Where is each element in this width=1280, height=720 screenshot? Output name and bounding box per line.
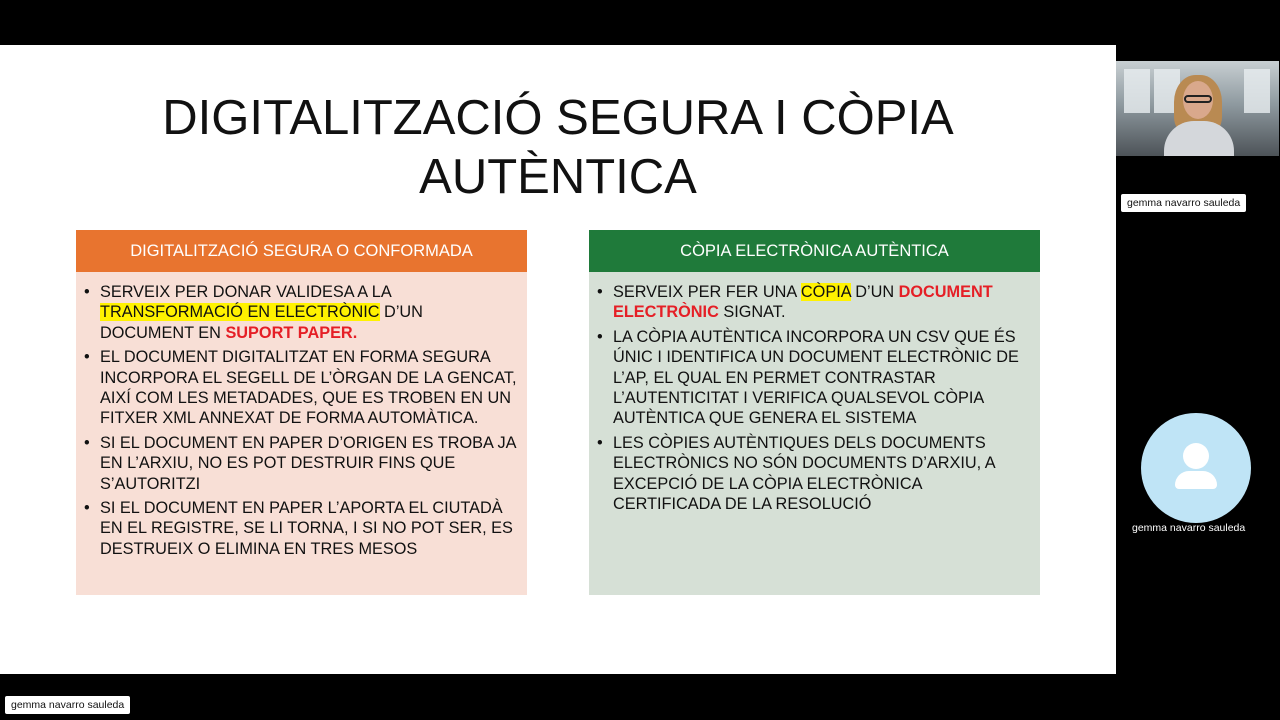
right-bullet-2: • LA CÒPIA AUTÈNTICA INCORPORA UN CSV QUE ÉS ÚNIC I IDENTIFICA UN DOCUMENT ELECTRÒNIC DE L’AP, EL QUAL EN PERMET CONTRASTAR L’AUTENTICITAT I VERIFICA QUALSEVOL CÒPIA AUTÈNTICA QUE GENERA EL SISTEMA bbox=[613, 327, 1032, 429]
window-shape bbox=[1124, 69, 1150, 113]
right-b1-red: DOCUMENT ELECTRÒNIC bbox=[613, 283, 993, 322]
left-panel bbox=[76, 230, 527, 595]
right-panel-header: CÒPIA ELECTRÒNICA AUTÈNTICA bbox=[589, 230, 1040, 272]
user-icon-head bbox=[1183, 443, 1209, 469]
right-b1-text-b: D’UN bbox=[850, 283, 899, 301]
participant-avatar-tile[interactable] bbox=[1141, 413, 1251, 523]
left-panel-header: DIGITALITZACIÓ SEGURA O CONFORMADA bbox=[76, 230, 527, 272]
window-shape bbox=[1244, 69, 1270, 113]
presenter-name-tag: gemma navarro sauleda bbox=[5, 696, 130, 714]
slide-title-line1: DIGITALITZACIÓ SEGURA I CÒPIA bbox=[162, 91, 954, 145]
slide-title-line2: AUTÈNTICA bbox=[419, 150, 697, 204]
left-bullet-2: • EL DOCUMENT DIGITALITZAT EN FORMA SEGURA INCORPORA EL SEGELL DE L’ÒRGAN DE LA GENCAT, AIXÍ COM LES METADADES, QUE ES TROBEN EN UN FITXER XML ANNEXAT DE FORMA AUTOMÀTICA. bbox=[100, 347, 519, 429]
avatar-name-label: gemma navarro sauleda bbox=[1132, 522, 1246, 534]
left-bullet-4: • SI EL DOCUMENT EN PAPER L’APORTA EL CIUTADÀ EN EL REGISTRE, SE LI TORNA, I SI NO POT SER, ES DESTRUEIX O ELIMINA EN TRES MESOS bbox=[100, 498, 519, 559]
right-bullet-1 bbox=[613, 282, 1032, 323]
left-b1-red: SUPORT PAPER. bbox=[225, 323, 358, 342]
left-bullet-list bbox=[76, 272, 527, 559]
right-b1-text-c: SIGNAT. bbox=[718, 303, 786, 322]
right-bullet-3: • LES CÒPIES AUTÈNTIQUES DELS DOCUMENTS ELECTRÒNICS NO SÓN DOCUMENTS D’ARXIU, A EXCEPCIÓ DE LA CÒPIA ELECTRÒNICA CERTIFICADA DE LA RESOLUCIÓ bbox=[613, 433, 1032, 515]
person-glasses bbox=[1184, 95, 1212, 103]
person-body bbox=[1164, 121, 1234, 156]
participant-video-tile[interactable] bbox=[1116, 61, 1279, 156]
right-panel bbox=[589, 230, 1040, 595]
right-b1-highlight: CÒPIA bbox=[800, 283, 851, 301]
right-bullet-list bbox=[589, 272, 1040, 514]
slide-title bbox=[80, 89, 1036, 207]
right-b1-text-a: SERVEIX PER FER UNA bbox=[613, 283, 801, 301]
left-bullet-1 bbox=[100, 282, 519, 343]
left-bullet-3: • SI EL DOCUMENT EN PAPER D’ORIGEN ES TROBA JA EN L’ARXIU, NO ES POT DESTRUIR FINS QUE S’AUTORITZI bbox=[100, 433, 519, 494]
left-b1-highlight: TRANSFORMACIÓ EN ELECTRÒNIC bbox=[100, 303, 380, 322]
left-b1-text-a: SERVEIX PER DONAR VALIDESA A LA bbox=[100, 283, 391, 301]
user-icon-body bbox=[1175, 471, 1217, 489]
left-b1-text-b: D’UN DOCUMENT EN bbox=[100, 303, 423, 342]
video-name-tag: gemma navarro sauleda bbox=[1121, 194, 1246, 212]
shared-slide bbox=[0, 45, 1116, 674]
